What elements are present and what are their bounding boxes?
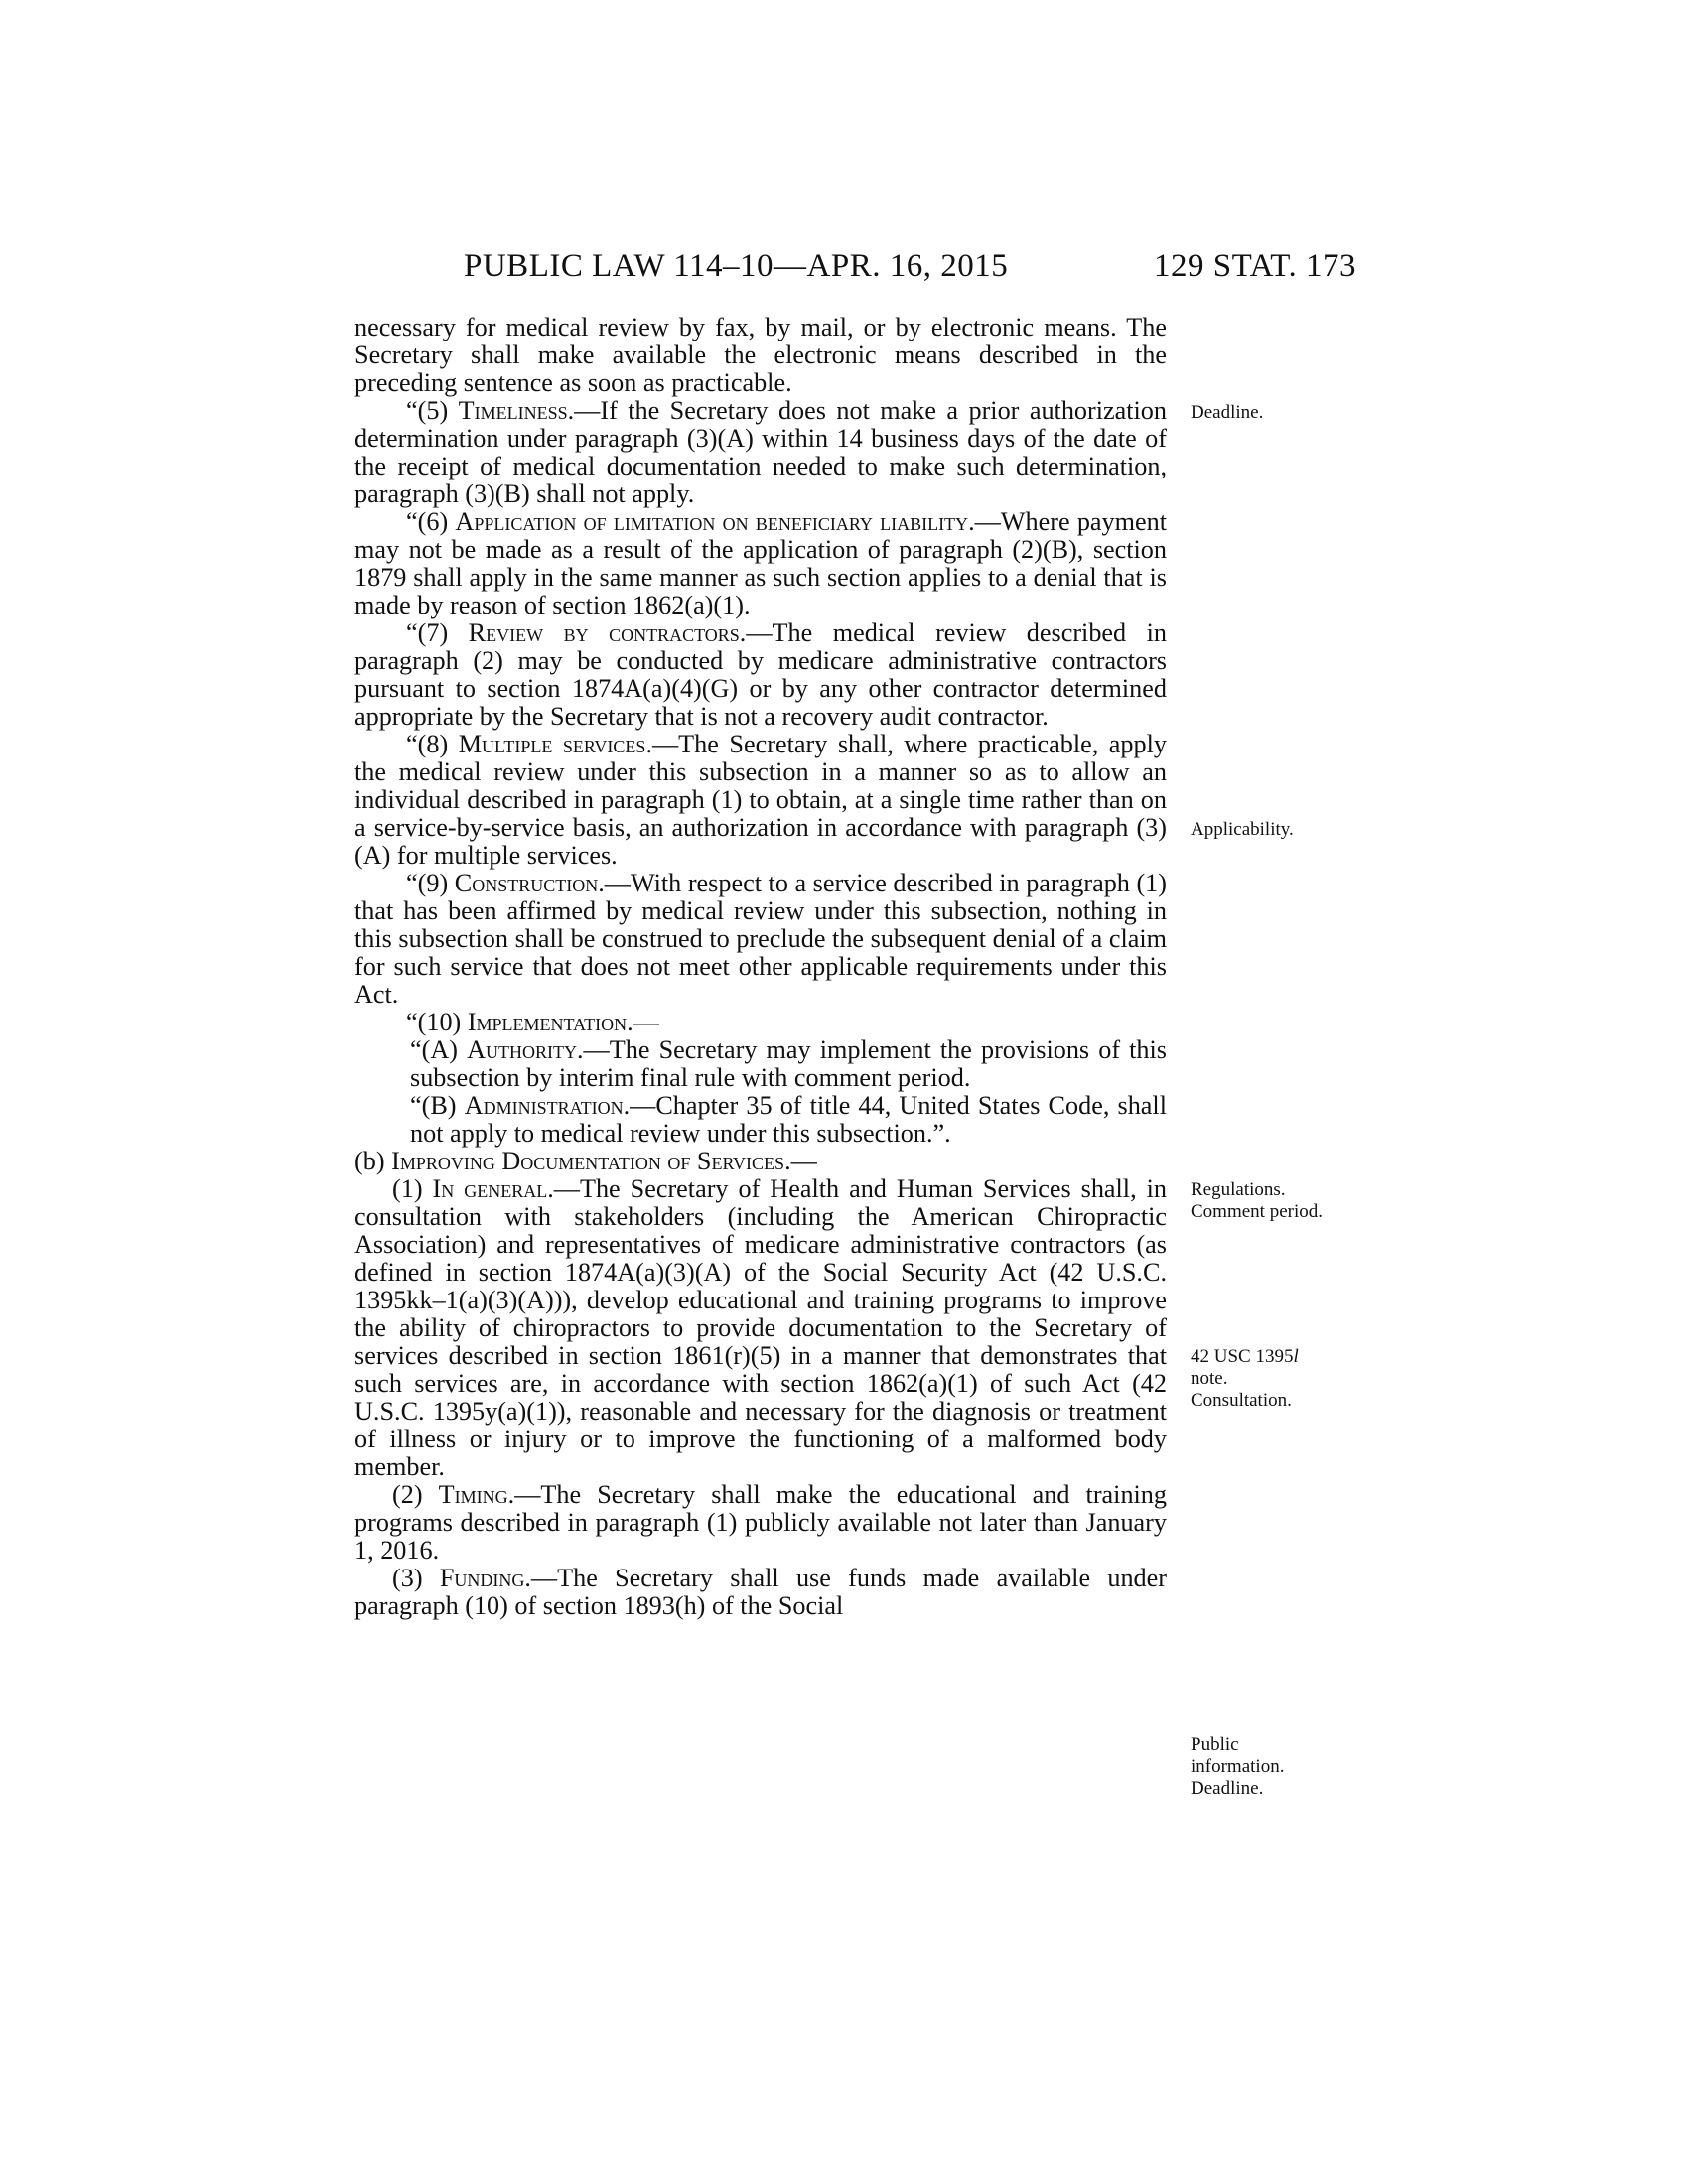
running-title: PUBLIC LAW 114–10—APR. 16, 2015 [464, 248, 1009, 284]
paragraph-continuation: necessary for medical review by fax, by mail, or by electronic means. The Secretary shall make available the electronic means described in the preceding sentence as soon as practicable. [354, 313, 1167, 397]
subparagraph-a: “(A) Authority.—The Secretary may implement the provisions of this subsection by interim final rule with comment period. [410, 1035, 1167, 1092]
paragraph-10: “(10) Implementation.— [406, 1008, 659, 1036]
subparagraph-b: “(B) Administration.—Chapter 35 of title 44, United States Code, shall not apply to medical review under this subsection.”. [410, 1091, 1167, 1148]
margin-note-usc: 42 USC 1395l note. Consultation. [1191, 1346, 1299, 1411]
paragraph-9: “(9) Construction.—With respect to a service described in paragraph (1) that has been affirmed by medical review under this subsection, nothing in this subsection shall be construed to preclude the subsequent denial of a claim for such service that does not meet other applicable requirements under this Act. [354, 869, 1167, 1009]
margin-note-deadline: Deadline. [1191, 402, 1264, 423]
subsection-b-paragraph-2: (2) Timing.—The Secretary shall make the educational and training programs described in paragraph (1) publicly available not later than January 1, 2016. [354, 1480, 1167, 1565]
paragraph-5: “(5) Timeliness.—If the Secretary does not make a prior authorization determination under paragraph (3)(A) within 14 business days of the date of the receipt of medical documentation needed to make such determination, paragraph (3)(B) shall not apply. [354, 396, 1167, 508]
paragraph-7: “(7) Review by contractors.—The medical review described in paragraph (2) may be conducted by medicare administrative contractors pursuant to section 1874A(a)(4)(G) or by any other contractor determined appropriate by the Secretary that is not a recovery audit contractor. [354, 618, 1167, 731]
subsection-b: (b) Improving Documentation of Services.— [354, 1147, 817, 1175]
law-text [354, 314, 1167, 1620]
page-header [0, 248, 1688, 288]
subsection-b-paragraph-3: (3) Funding.—The Secretary shall use funds made available under paragraph (10) of section 1893(h) of the Social [354, 1564, 1167, 1620]
paragraph-8: “(8) Multiple services.—The Secretary shall, where practicable, apply the medical review under this subsection in a manner so as to allow an individual described in paragraph (1) to obtain, at a single time rather than on a service-by-service basis, an authorization in accordance with paragraph (3)(A) for multiple services. [354, 730, 1167, 870]
margin-note-regulations: Regulations. Comment period. [1191, 1179, 1323, 1222]
subsection-b-paragraph-1: (1) In general.—The Secretary of Health and Human Services shall, in consultation with stakeholders (including the American Chiropractic Association) and representatives of medicare administrative contractors (as defined in section 1874A(a)(3)(A) of the Social Security Act (42 U.S.C. 1395kk–1(a)(3)(A))), develop educational and training programs to improve the ability of chiropractors to provide documentation to the Secretary of services described in section 1861(r)(5) in a manner that demonstrates that such services are, in accordance with section 1862(a)(1) of such Act (42 U.S.C. 1395y(a)(1)), reasonable and necessary for the diagnosis or treatment of illness or injury or to improve the functioning of a malformed body member. [354, 1174, 1167, 1481]
statute-page-number: 129 STAT. 173 [1154, 248, 1357, 284]
margin-note-applicability: Applicability. [1191, 819, 1294, 840]
paragraph-6: “(6) Application of limitation on beneficiary liability.—Where payment may not be made as a result of the application of paragraph (2)(B), section 1879 shall apply in the same manner as such section applies to a denial that is made by reason of section 1862(a)(1). [354, 507, 1167, 619]
margin-note-public-information: Public information. Deadline. [1191, 1734, 1285, 1799]
